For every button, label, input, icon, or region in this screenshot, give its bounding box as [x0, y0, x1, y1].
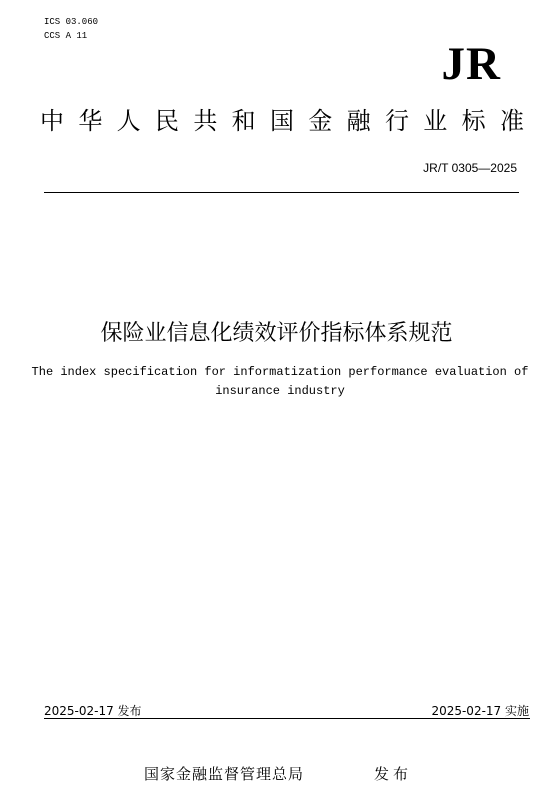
issue-label: 发布 [374, 765, 413, 783]
document-title-chinese: 保险业信息化绩效评价指标体系规范 [100, 321, 453, 346]
industry-heading-char: 共 [193, 107, 218, 135]
header-divider [44, 192, 519, 193]
issuing-authority: 国家金融监督管理总局 [144, 765, 305, 783]
footer-divider [44, 718, 530, 719]
ics-code: ICS 03.060 [44, 17, 99, 27]
publish-date: 2025-02-17 发布 [44, 704, 142, 718]
industry-standard-heading [40, 104, 524, 138]
industry-heading-char: 业 [423, 107, 448, 135]
industry-heading-char: 华 [78, 107, 103, 135]
industry-heading-char: 国 [269, 107, 294, 135]
industry-heading-char: 行 [384, 107, 409, 135]
industry-heading-char: 金 [308, 107, 333, 135]
industry-heading-char: 标 [461, 107, 486, 135]
implement-date: 2025-02-17 实施 [431, 704, 529, 718]
standard-number: JR/T 0305—2025 [423, 161, 517, 175]
document-title-english: The index specification for informatization performance evaluation of insurance industry [31, 365, 529, 398]
industry-heading-char: 和 [231, 107, 256, 135]
industry-heading-char: 民 [154, 107, 179, 135]
industry-heading-char: 人 [116, 107, 141, 135]
industry-heading-char: 融 [346, 107, 371, 135]
ccs-code: CCS A 11 [44, 31, 88, 41]
industry-heading-char: 准 [499, 107, 524, 135]
jr-logo: JR [441, 38, 501, 90]
industry-heading-char: 中 [40, 107, 64, 135]
